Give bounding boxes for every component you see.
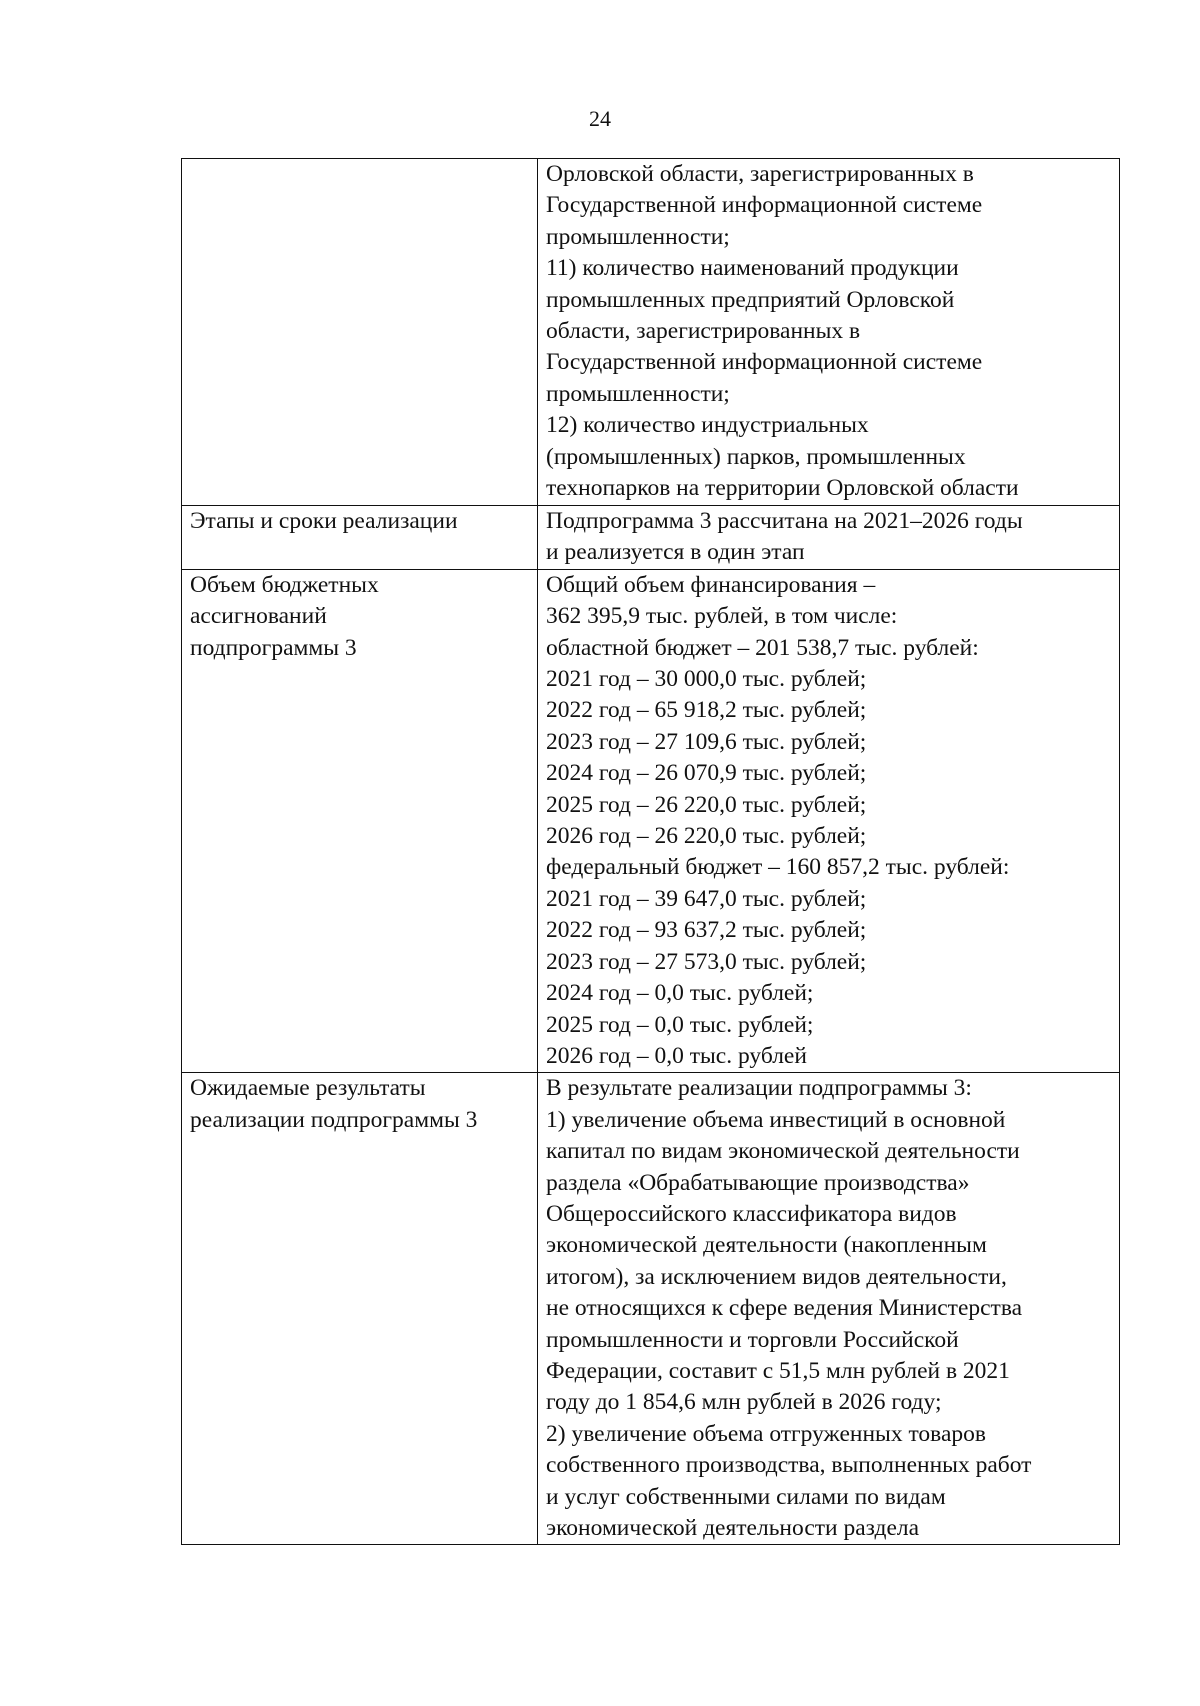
table-row: [182, 569, 1120, 1073]
table-row: [182, 506, 1120, 570]
content-line: промышленности;: [546, 380, 730, 407]
row-content-cell: [538, 1073, 1120, 1545]
row-label-cell: [182, 1073, 538, 1545]
content-line: экономической деятельности раздела: [546, 1515, 920, 1541]
passport-table: [181, 158, 1120, 1545]
label-line: Объем бюджетных: [190, 571, 379, 598]
content-line: итогом), за исключением видов деятельности,: [546, 1263, 1007, 1290]
content-line: 11) количество наименований продукции: [546, 255, 959, 282]
row-label-cell: [182, 159, 538, 506]
content-line: 2021 год – 39 647,0 тыс. рублей;: [546, 885, 867, 912]
page-number: 24: [589, 106, 611, 131]
content-line: 12) количество индустриальных: [546, 412, 869, 439]
content-line: 2025 год – 26 220,0 тыс. рублей;: [546, 791, 867, 818]
label-line: реализации подпрограммы 3: [190, 1106, 478, 1133]
table-row: [182, 159, 1120, 506]
content-line: 2025 год – 0,0 тыс. рублей;: [546, 1011, 814, 1038]
content-line: 2023 год – 27 573,0 тыс. рублей;: [546, 948, 867, 975]
content-line: промышленности и торговли Российской: [546, 1326, 959, 1353]
content-line: собственного производства, выполненных работ: [546, 1452, 1032, 1479]
content-line: технопарков на территории Орловской области: [546, 475, 1019, 502]
content-line: экономической деятельности (накопленным: [546, 1232, 987, 1259]
content-line: федеральный бюджет – 160 857,2 тыс. рублей:: [546, 854, 1010, 881]
row-content-cell: [538, 569, 1120, 1073]
content-line: 2022 год – 93 637,2 тыс. рублей;: [546, 917, 867, 944]
content-line: 2024 год – 26 070,9 тыс. рублей;: [546, 760, 867, 787]
content-line: 362 395,9 тыс. рублей, в том числе:: [546, 603, 898, 630]
label-line: Ожидаемые результаты: [190, 1075, 426, 1102]
content-line: 2026 год – 26 220,0 тыс. рублей;: [546, 823, 867, 850]
content-line: 2022 год – 65 918,2 тыс. рублей;: [546, 697, 867, 724]
content-line: капитал по видам экономической деятельности: [546, 1138, 1020, 1165]
content-line: промышленных предприятий Орловской: [546, 286, 955, 313]
content-line: раздела «Обрабатывающие производства»: [546, 1169, 970, 1196]
content-line: Общероссийского классификатора видов: [546, 1200, 957, 1227]
label-line: Этапы и сроки реализации: [190, 508, 458, 534]
content-line: В результате реализации подпрограммы 3:: [546, 1075, 972, 1102]
content-line: области, зарегистрированных в: [546, 318, 861, 345]
row-label-cell: [182, 569, 538, 1073]
content-line: Государственной информационной системе: [546, 349, 983, 376]
content-line: Федерации, составит с 51,5 млн рублей в 2021: [546, 1357, 1010, 1384]
content-line: областной бюджет – 201 538,7 тыс. рублей:: [546, 634, 979, 661]
content-line: и реализуется в один этап: [546, 539, 805, 566]
content-line: 2023 год – 27 109,6 тыс. рублей;: [546, 728, 867, 755]
content-line: и услуг собственными силами по видам: [546, 1483, 946, 1510]
content-line: Подпрограмма 3 рассчитана на 2021–2026 годы: [546, 508, 1023, 534]
content-line: Орловской области, зарегистрированных в: [546, 161, 974, 187]
content-line: Государственной информационной системе: [546, 192, 983, 219]
content-line: 1) увеличение объема инвестиций в основной: [546, 1106, 1006, 1133]
row-label-cell: [182, 506, 538, 570]
content-line: (промышленных) парков, промышленных: [546, 443, 966, 470]
table-row: [182, 1073, 1120, 1545]
row-content-cell: [538, 506, 1120, 570]
content-line: Общий объем финансирования –: [546, 571, 876, 598]
label-line: ассигнований: [190, 603, 327, 630]
content-line: не относящихся к сфере ведения Министерства: [546, 1295, 1023, 1322]
row-content-cell: [538, 159, 1120, 506]
content-line: году до 1 854,6 млн рублей в 2026 году;: [546, 1389, 942, 1416]
content-line: промышленности;: [546, 223, 730, 250]
content-line: 2024 год – 0,0 тыс. рублей;: [546, 980, 814, 1007]
content-line: 2) увеличение объема отгруженных товаров: [546, 1420, 986, 1447]
content-line: 2021 год – 30 000,0 тыс. рублей;: [546, 666, 867, 693]
label-line: подпрограммы 3: [190, 634, 357, 661]
content-line: 2026 год – 0,0 тыс. рублей: [546, 1042, 807, 1069]
